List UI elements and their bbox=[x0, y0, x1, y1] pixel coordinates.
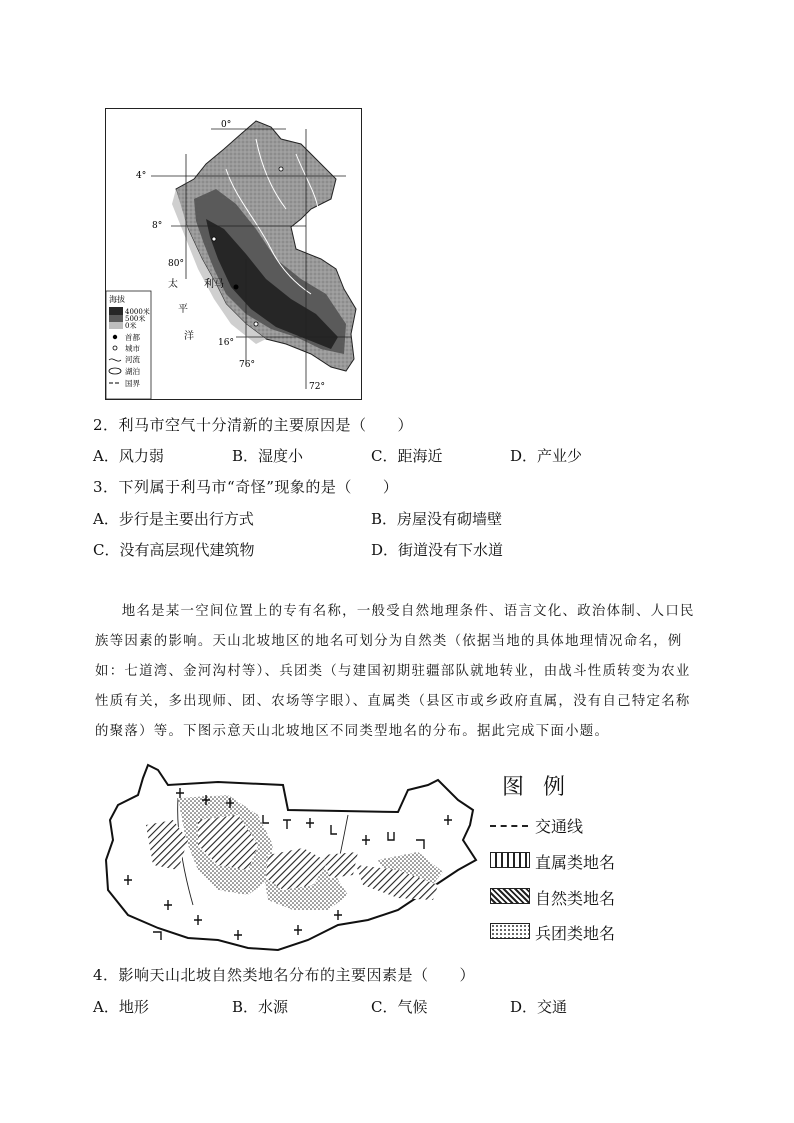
legend-river: 河流 bbox=[125, 355, 140, 364]
q2-option-c[interactable]: C．距海近 bbox=[371, 447, 443, 465]
legend-elev-mid: 500米 bbox=[125, 315, 146, 323]
bingtuan-swatch bbox=[490, 923, 530, 939]
q3-option-b[interactable]: B．房屋没有砌墙壁 bbox=[371, 510, 503, 528]
legend-city: 城市 bbox=[125, 344, 140, 353]
map1-legend bbox=[106, 291, 151, 399]
peru-elevation-map bbox=[105, 108, 362, 400]
map2-legend bbox=[490, 770, 640, 950]
q2-option-d[interactable]: D．产业少 bbox=[510, 447, 583, 465]
sea-label-2: 平 bbox=[178, 304, 188, 315]
q4-option-c[interactable]: C．气候 bbox=[371, 998, 428, 1016]
lon-label-76: 76° bbox=[239, 360, 255, 370]
lat-label-4: 4° bbox=[136, 171, 147, 181]
q3-option-d[interactable]: D．街道没有下水道 bbox=[371, 541, 504, 559]
city-label-lima: 利马 bbox=[204, 279, 224, 290]
passage-text: 地名是某一空间位置上的专有名称，一般受自然地理条件、语言文化、政治体制、人口民族等因素的影响。天山北坡地区的地名可划分为自然类（依据当地的具体地理情况命名，例如：七道湾、金河沟村等）、兵团类（与建国初期驻疆部队就地转业，由战斗性质转变为农业性质有关，多出现师、团、农场等字眼）、直属类（县区市或乡政府直属，没有自己特定名称的聚落）等。下图示意天山北坡地区不同类型地名的分布。据此完成下面小题。 bbox=[95, 604, 695, 739]
legend-title: 图 例 bbox=[502, 775, 571, 800]
legend-capital: 首都 bbox=[125, 333, 140, 342]
natural-swatch bbox=[490, 888, 530, 904]
q4-option-d[interactable]: D．交通 bbox=[510, 998, 568, 1016]
sea-label-3: 洋 bbox=[184, 331, 194, 342]
legend-elev-low: 0米 bbox=[125, 322, 137, 330]
legend-title: 海拔 bbox=[109, 295, 125, 304]
lat-label-8: 8° bbox=[152, 221, 163, 231]
transport-line-symbol bbox=[490, 825, 528, 827]
q4-option-b[interactable]: B．水源 bbox=[232, 998, 289, 1016]
q3-option-c[interactable]: C．没有高层现代建筑物 bbox=[93, 541, 255, 559]
lat-label-16: 16° bbox=[218, 338, 234, 348]
lon-label-80: 80° bbox=[168, 259, 184, 269]
legend-elev-high: 4000米 bbox=[125, 308, 150, 316]
question-3-stem: 3．下列属于利马市“奇怪”现象的是（ ） bbox=[93, 478, 399, 496]
question-4-stem: 4．影响天山北坡自然类地名分布的主要因素是（ ） bbox=[93, 966, 476, 984]
legend-bingtuan: 兵团类地名 bbox=[535, 924, 616, 943]
q2-option-b[interactable]: B．湿度小 bbox=[232, 447, 304, 465]
lon-label-72: 72° bbox=[309, 382, 325, 392]
legend-direct: 直属类地名 bbox=[535, 853, 616, 872]
q3-option-a[interactable]: A．步行是主要出行方式 bbox=[93, 510, 254, 528]
q2-option-a[interactable]: A．风力弱 bbox=[93, 447, 164, 465]
legend-border: 国界 bbox=[125, 379, 140, 388]
q4-option-a[interactable]: A．地形 bbox=[93, 998, 149, 1016]
legend-transport: 交通线 bbox=[535, 817, 584, 836]
legend-lake: 湖泊 bbox=[125, 367, 140, 376]
legend-natural: 自然类地名 bbox=[535, 889, 616, 908]
direct-swatch bbox=[490, 852, 530, 868]
lat-label-0: 0° bbox=[221, 120, 232, 130]
sea-label-1: 太 bbox=[168, 279, 178, 290]
question-2-stem: 2．利马市空气十分清新的主要原因是（ ） bbox=[93, 416, 414, 434]
